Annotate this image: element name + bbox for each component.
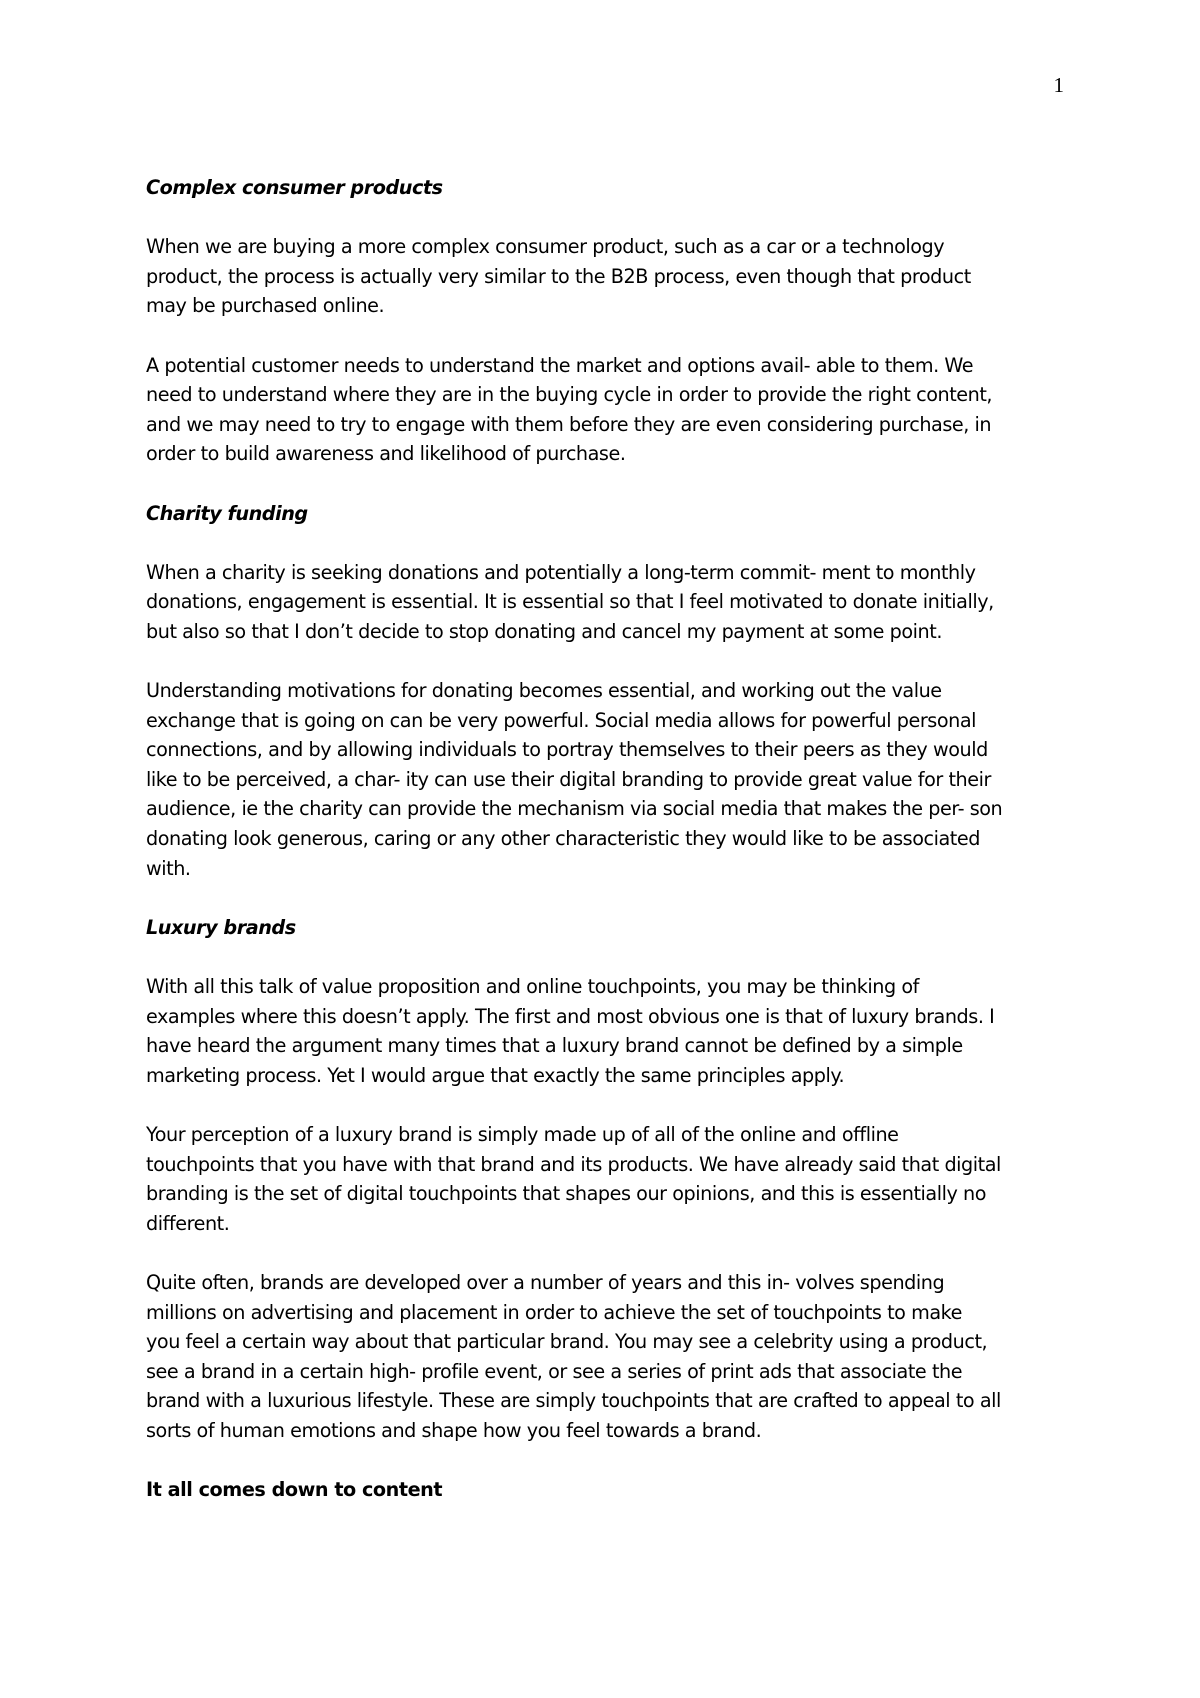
text-line: donations, engagement is essential. It is essential so that I feel motivated to donate initially, [146, 590, 994, 614]
text-line: audience, ie the charity can provide the mechanism via social media that makes the per- son [146, 797, 1003, 821]
paragraph [146, 1268, 1070, 1446]
text-line: A potential customer needs to understand the market and options avail- able to them. We [146, 353, 974, 377]
text-line: marketing process. Yet I would argue that exactly the same principles apply. [146, 1063, 845, 1087]
text-line: product, the process is actually very similar to the B2B process, even though that product [146, 264, 971, 288]
section-heading-charity-funding: Charity funding [146, 501, 308, 525]
text-line: brand with a luxurious lifestyle. These are simply touchpoints that are crafted to appeal to all [146, 1389, 1001, 1413]
section-heading-complex-consumer-products: Complex consumer products [146, 176, 443, 199]
text-line: millions on advertising and placement in order to achieve the set of touchpoints to make [146, 1300, 963, 1324]
paragraph [146, 351, 1070, 469]
text-line: see a brand in a certain high- profile event, or see a series of print ads that associate the [146, 1359, 963, 1383]
paragraph [146, 1120, 1070, 1238]
text-line: examples where this doesn’t apply. The first and most obvious one is that of luxury brands. I [146, 1004, 995, 1028]
text-line: have heard the argument many times that a luxury brand cannot be defined by a simple [146, 1034, 963, 1058]
text-line: connections, and by allowing individuals to portray themselves to their peers as they would [146, 738, 988, 762]
text-line: When a charity is seeking donations and potentially a long-term commit- ment to monthly [146, 560, 976, 584]
text-line: different. [146, 1211, 230, 1235]
text-line: Understanding motivations for donating becomes essential, and working out the value [146, 679, 942, 703]
text-line: with. [146, 856, 191, 880]
section-heading-luxury-brands: Luxury brands [146, 915, 296, 939]
text-line: you feel a certain way about that particular brand. You may see a celebrity using a product, [146, 1330, 988, 1354]
text-line: Your perception of a luxury brand is simply made up of all of the online and offline [146, 1123, 899, 1146]
text-line: Quite often, brands are developed over a number of years and this in- volves spending [146, 1270, 945, 1294]
text-line: touchpoints that you have with that brand and its products. We have already said that digital [146, 1152, 1001, 1176]
text-line: order to build awareness and likelihood of purchase. [146, 442, 626, 466]
text-line: sorts of human emotions and shape how you feel towards a brand. [146, 1418, 762, 1442]
section-heading-it-all-comes-down-to-content: It all comes down to content [146, 1478, 443, 1502]
text-line: donating look generous, caring or any other characteristic they would like to be associated [146, 827, 980, 851]
page-number: 1 [1053, 73, 1064, 97]
text-line: may be purchased online. [146, 294, 385, 318]
text-line: but also so that I don’t decide to stop donating and cancel my payment at some point. [146, 619, 942, 643]
text-line: When we are buying a more complex consumer product, such as a car or a technology [146, 235, 945, 259]
text-line: like to be perceived, a char- ity can use their digital branding to provide great value for their [146, 767, 991, 791]
paragraph [146, 558, 1070, 647]
text-line: and we may need to try to engage with them before they are even considering purchase, in [146, 412, 992, 436]
text-line: need to understand where they are in the buying cycle in order to provide the right content, [146, 383, 993, 407]
paragraph [146, 972, 1070, 1090]
text-line: exchange that is going on can be very powerful. Social media allows for powerful personal [146, 708, 977, 732]
paragraph [146, 676, 1070, 883]
text-line: With all this talk of value proposition and online touchpoints, you may be thinking of [146, 975, 919, 999]
paragraph [146, 232, 1070, 321]
text-line: branding is the set of digital touchpoints that shapes our opinions, and this is essentially no [146, 1182, 987, 1206]
document-body [146, 173, 1070, 1534]
